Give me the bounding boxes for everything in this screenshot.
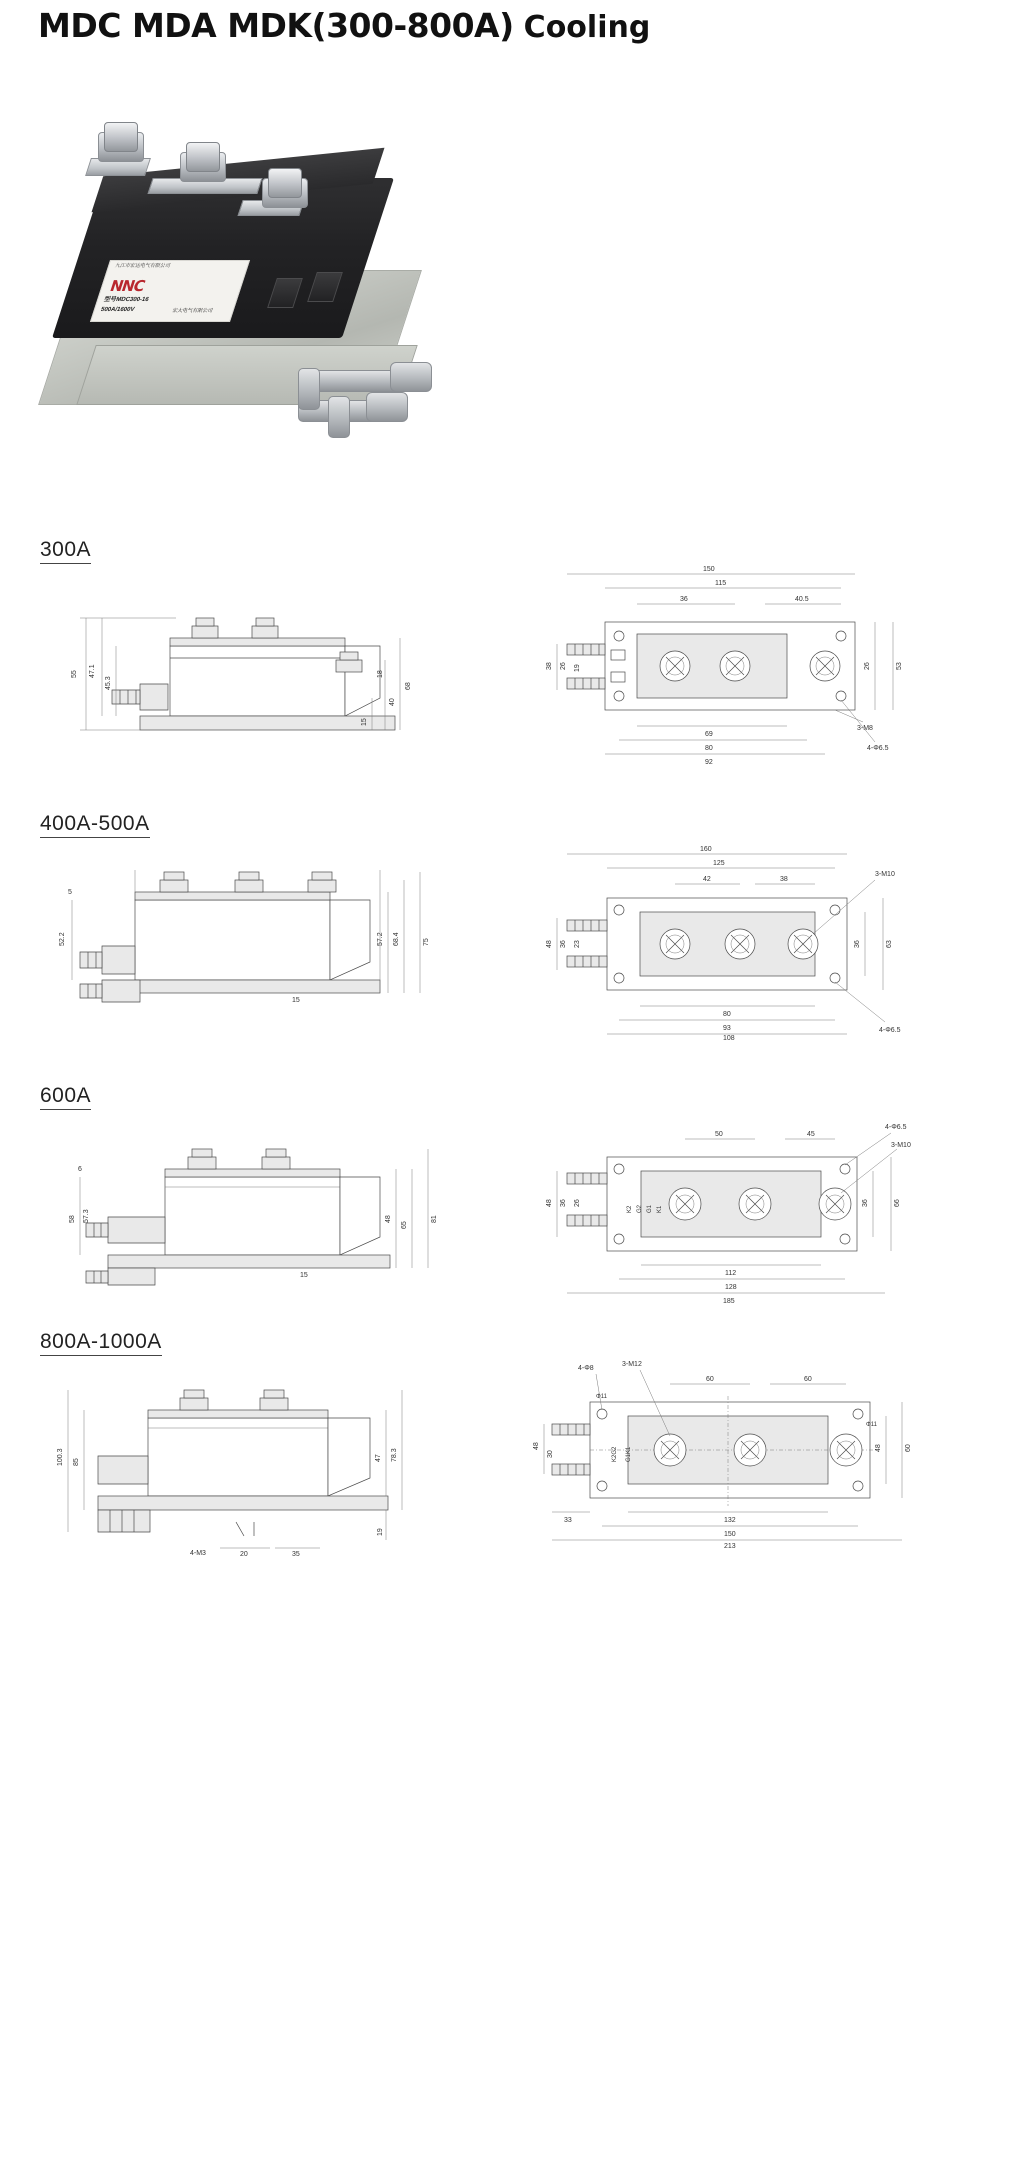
label-line-4: 宏大电气有限公司: [171, 308, 214, 314]
svg-text:81: 81: [431, 1215, 438, 1223]
svg-text:60: 60: [706, 1376, 714, 1383]
svg-text:150: 150: [703, 566, 715, 573]
svg-text:48: 48: [546, 940, 553, 948]
svg-text:36: 36: [560, 1199, 567, 1207]
svg-text:20: 20: [240, 1551, 248, 1558]
svg-text:19: 19: [377, 1528, 384, 1536]
svg-text:47: 47: [375, 1454, 382, 1462]
drawing-800a-1000a-top: [530, 1340, 980, 1550]
svg-text:85: 85: [73, 1458, 80, 1466]
svg-text:57.2: 57.2: [377, 932, 384, 946]
svg-text:50: 50: [715, 1131, 723, 1138]
svg-text:112: 112: [725, 1270, 737, 1277]
svg-text:45: 45: [807, 1131, 815, 1138]
svg-text:63: 63: [886, 940, 893, 948]
drawing-800a-1000a-side: [40, 1370, 460, 1560]
svg-text:18: 18: [377, 670, 384, 678]
svg-text:4-Φ8: 4-Φ8: [578, 1365, 594, 1372]
svg-text:80: 80: [705, 745, 713, 752]
svg-text:15: 15: [361, 718, 368, 726]
svg-text:75: 75: [423, 938, 430, 946]
svg-text:G1: G1: [647, 1204, 653, 1213]
svg-text:3-M10: 3-M10: [891, 1142, 911, 1149]
svg-text:60: 60: [804, 1376, 812, 1383]
product-photo: [40, 100, 470, 500]
water-hose-rear-tip: [390, 362, 432, 392]
svg-text:5: 5: [68, 889, 72, 896]
svg-text:132: 132: [724, 1517, 736, 1524]
drawing-300a-side: [40, 598, 460, 768]
svg-text:K1: K1: [657, 1205, 663, 1213]
svg-text:48: 48: [875, 1444, 882, 1452]
svg-text:53: 53: [896, 662, 903, 670]
svg-text:36: 36: [862, 1199, 869, 1207]
svg-text:35: 35: [292, 1551, 300, 1558]
svg-text:115: 115: [715, 580, 727, 587]
svg-text:57.3: 57.3: [83, 1209, 90, 1223]
svg-text:K2: K2: [627, 1205, 633, 1213]
page-title-sub: Cooling: [523, 10, 651, 45]
svg-text:K2G2: K2G2: [612, 1446, 618, 1462]
svg-text:4-Φ6.5: 4-Φ6.5: [867, 745, 889, 752]
svg-text:150: 150: [724, 1531, 736, 1538]
svg-text:66: 66: [894, 1199, 901, 1207]
svg-text:93: 93: [723, 1025, 731, 1032]
water-hose-elbow-front: [328, 396, 350, 438]
svg-text:26: 26: [574, 1199, 581, 1207]
svg-text:38: 38: [780, 876, 788, 883]
svg-text:4-Φ6.5: 4-Φ6.5: [885, 1124, 907, 1131]
section-label-600a: 600A: [40, 1084, 91, 1110]
svg-text:100.3: 100.3: [57, 1448, 64, 1466]
svg-text:36: 36: [680, 596, 688, 603]
section-label-300a: 300A: [40, 538, 91, 564]
svg-text:47.1: 47.1: [89, 664, 96, 678]
svg-text:4-M3: 4-M3: [190, 1550, 206, 1557]
svg-text:Φ11: Φ11: [596, 1394, 608, 1400]
svg-text:80: 80: [723, 1011, 731, 1018]
drawing-400a-500a-top: [545, 840, 975, 1040]
svg-text:36: 36: [854, 940, 861, 948]
drawing-400a-500a-side: [40, 850, 460, 1030]
svg-text:40.5: 40.5: [795, 596, 809, 603]
svg-text:65: 65: [401, 1221, 408, 1229]
svg-text:42: 42: [703, 876, 711, 883]
svg-text:23: 23: [574, 940, 581, 948]
drawing-600a-top: [545, 1115, 975, 1305]
svg-text:185: 185: [723, 1298, 735, 1305]
svg-text:68: 68: [405, 682, 412, 690]
svg-text:68.4: 68.4: [393, 932, 400, 946]
water-hose-front-tip: [366, 392, 408, 422]
brand-logo: NNC: [107, 277, 147, 295]
svg-text:30: 30: [547, 1450, 554, 1458]
svg-text:15: 15: [300, 1272, 308, 1279]
svg-text:3-M12: 3-M12: [622, 1361, 642, 1368]
svg-text:78.3: 78.3: [391, 1448, 398, 1462]
label-line-2: 型号MDC300-16: [103, 297, 150, 303]
svg-text:38: 38: [546, 662, 553, 670]
label-line-3: 500A/1600V: [99, 307, 136, 313]
section-label-400a-500a: 400A-500A: [40, 812, 150, 838]
svg-text:125: 125: [713, 860, 725, 867]
svg-text:128: 128: [725, 1284, 737, 1291]
svg-text:6: 6: [78, 1166, 82, 1173]
svg-text:19: 19: [574, 664, 581, 672]
page-title-main: MDC MDA MDK(300-800A): [38, 6, 514, 45]
svg-text:33: 33: [564, 1517, 572, 1524]
svg-text:108: 108: [723, 1035, 735, 1040]
svg-text:3-M10: 3-M10: [875, 871, 895, 878]
svg-text:G2: G2: [637, 1204, 643, 1213]
svg-text:3-M8: 3-M8: [857, 725, 873, 732]
svg-text:26: 26: [560, 662, 567, 670]
drawing-600a-side: [40, 1125, 460, 1300]
svg-text:45.3: 45.3: [105, 676, 112, 690]
svg-text:60: 60: [905, 1444, 912, 1452]
svg-text:92: 92: [705, 759, 713, 766]
svg-text:26: 26: [864, 662, 871, 670]
svg-text:213: 213: [724, 1543, 736, 1550]
svg-text:15: 15: [292, 997, 300, 1004]
svg-text:55: 55: [71, 670, 78, 678]
terminal-nut-3: [268, 168, 302, 198]
drawing-300a-top: [545, 560, 975, 770]
svg-text:48: 48: [533, 1442, 540, 1450]
svg-text:Φ11: Φ11: [866, 1422, 878, 1428]
svg-text:160: 160: [700, 846, 712, 853]
terminal-nut-2: [186, 142, 220, 172]
label-line-1: 九江市宏达电气有限公司: [114, 263, 172, 269]
svg-text:48: 48: [546, 1199, 553, 1207]
product-label: [90, 260, 250, 322]
section-label-800a-1000a: 800A-1000A: [40, 1330, 162, 1356]
svg-text:4-Φ6.5: 4-Φ6.5: [879, 1027, 901, 1034]
svg-text:52.2: 52.2: [59, 932, 66, 946]
page-title: [38, 6, 650, 45]
svg-text:G1K1: G1K1: [626, 1446, 632, 1462]
svg-text:58: 58: [69, 1215, 76, 1223]
water-hose-elbow-rear: [298, 368, 320, 410]
terminal-nut-1: [104, 122, 138, 152]
svg-text:36: 36: [560, 940, 567, 948]
svg-text:40: 40: [389, 698, 396, 706]
svg-text:48: 48: [385, 1215, 392, 1223]
svg-text:69: 69: [705, 731, 713, 738]
